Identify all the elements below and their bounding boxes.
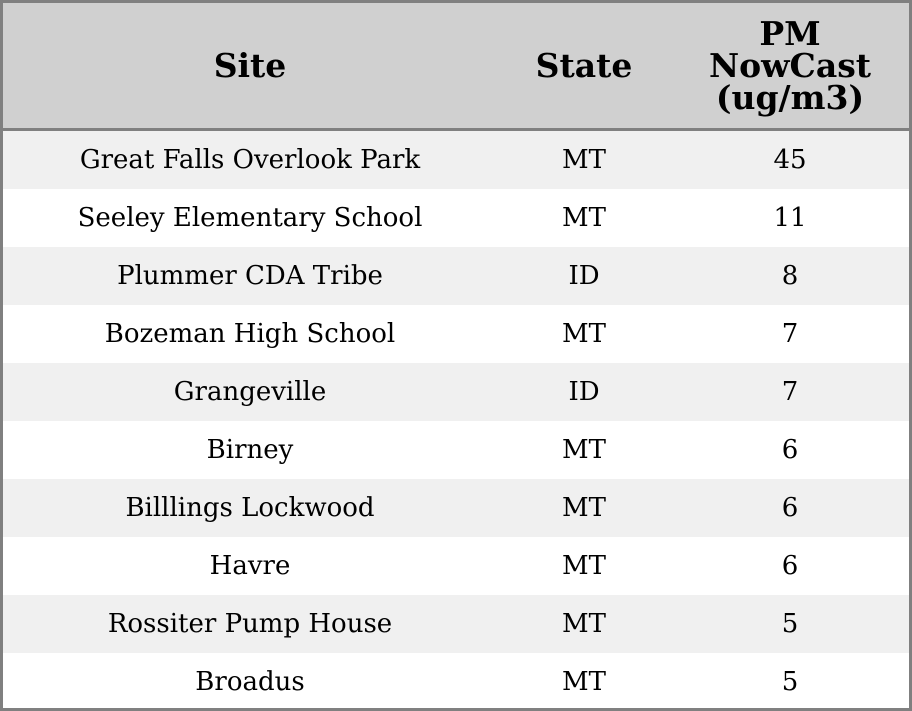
site-cell: Plummer CDA Tribe [3,247,497,305]
header-state-line: State [535,45,633,85]
site-cell: Great Falls Overlook Park [3,130,497,190]
pm-cell: 7 [671,363,909,421]
state-cell: MT [497,595,671,653]
state-cell: ID [497,247,671,305]
pm-cell: 6 [671,479,909,537]
header-pm-line-3: (ug/m3) [715,77,865,117]
table-row [3,537,909,595]
state-cell: MT [497,189,671,247]
header-site-line: Site [213,45,287,85]
state-cell: MT [497,653,671,711]
pm-cell: 8 [671,247,909,305]
pm-cell: 11 [671,189,909,247]
site-cell: Grangeville [3,363,497,421]
site-cell: Billlings Lockwood [3,479,497,537]
table-row [3,363,909,421]
header-pm-nowcast [671,3,909,130]
site-cell: Seeley Elementary School [3,189,497,247]
header-site [3,3,497,130]
table-row [3,595,909,653]
site-cell: Bozeman High School [3,305,497,363]
header-pm-line-2: NowCast [708,45,872,85]
table-row [3,130,909,190]
pm-cell: 5 [671,653,909,711]
table-row [3,189,909,247]
table-row [3,479,909,537]
header-row [3,3,909,130]
site-cell: Broadus [3,653,497,711]
site-cell: Birney [3,421,497,479]
state-cell: MT [497,537,671,595]
header-state [497,3,671,130]
state-cell: MT [497,479,671,537]
table-row [3,305,909,363]
state-cell: MT [497,130,671,190]
pm-cell: 6 [671,537,909,595]
header-pm-line-1: PM [759,13,821,53]
table-row [3,421,909,479]
pm-cell: 45 [671,130,909,190]
table-row [3,247,909,305]
state-cell: ID [497,363,671,421]
pm-nowcast-table [3,3,909,711]
pm-cell: 6 [671,421,909,479]
state-cell: MT [497,421,671,479]
site-cell: Havre [3,537,497,595]
pm-cell: 5 [671,595,909,653]
table-row [3,653,909,711]
site-cell: Rossiter Pump House [3,595,497,653]
pm-cell: 7 [671,305,909,363]
state-cell: MT [497,305,671,363]
